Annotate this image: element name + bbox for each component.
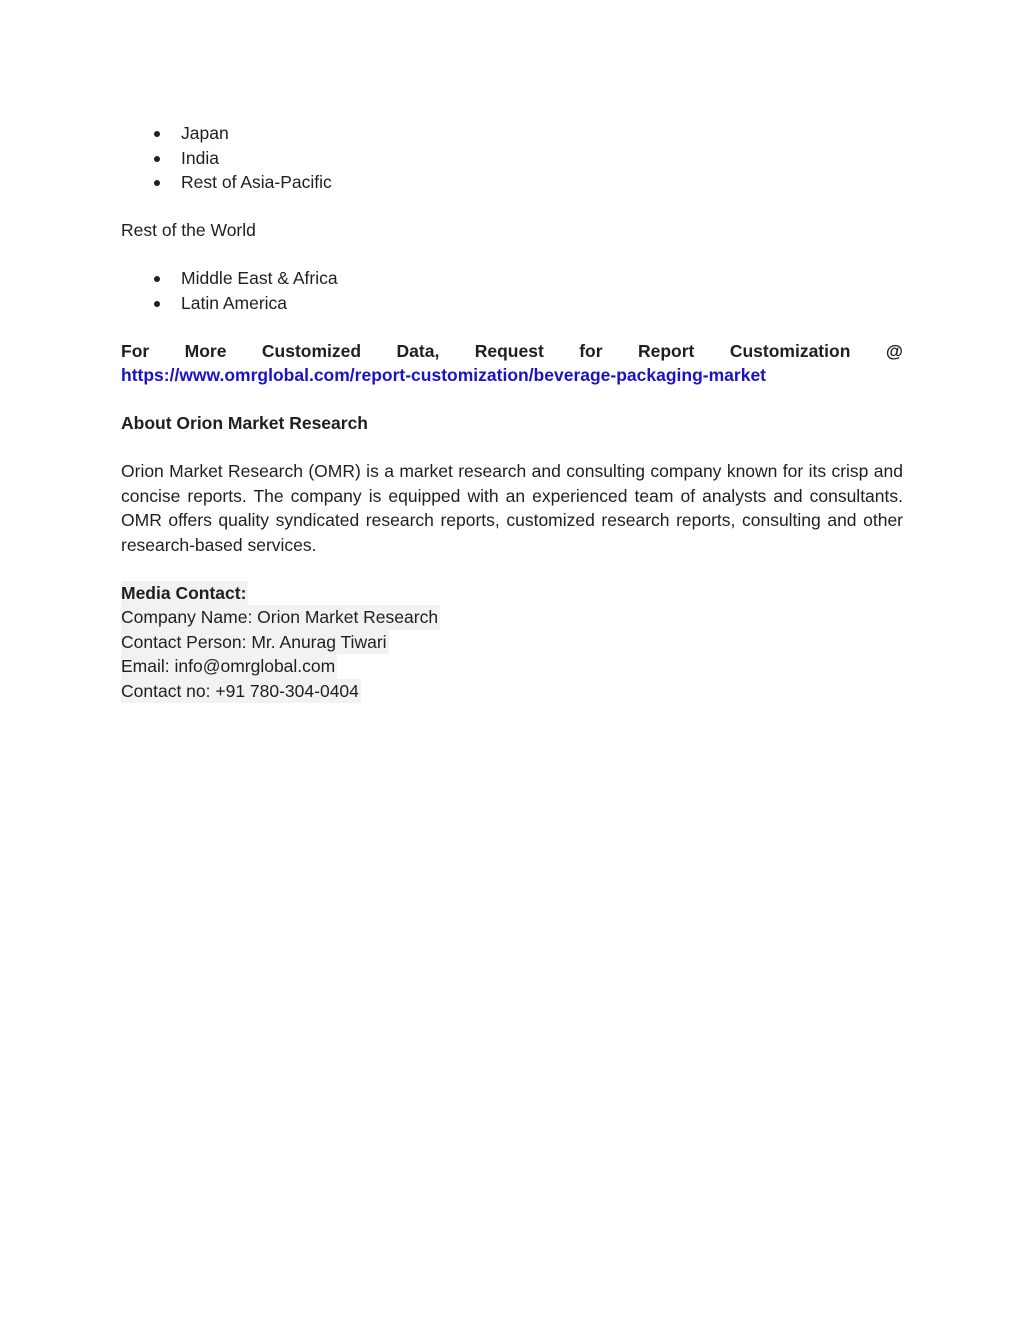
asia-pacific-list — [121, 121, 903, 195]
list-item: Latin America — [121, 291, 903, 316]
list-item: Japan — [121, 121, 903, 146]
contact-person: Contact Person: Mr. Anurag Tiwari — [121, 630, 389, 655]
media-contact-block — [121, 581, 903, 704]
rest-of-world-list — [121, 266, 903, 315]
customization-link[interactable]: https://www.omrglobal.com/report-customization/beverage-packaging-market — [121, 365, 767, 385]
about-heading: About Orion Market Research — [121, 413, 368, 433]
list-item: Middle East & Africa — [121, 266, 903, 291]
list-item: Rest of Asia-Pacific — [121, 170, 903, 195]
bullet-icon — [154, 180, 160, 186]
bullet-icon — [154, 276, 160, 282]
rest-of-world-heading: Rest of the World — [121, 220, 256, 240]
list-item: India — [121, 146, 903, 171]
contact-company: Company Name: Orion Market Research — [121, 605, 440, 630]
media-contact-title: Media Contact: — [121, 581, 248, 606]
bullet-icon — [154, 301, 160, 307]
bullet-icon — [154, 131, 160, 137]
about-paragraph: Orion Market Research (OMR) is a market research and consulting company known for its crisp and concise reports. The company is equipped with an experienced team of analysts and consultants. OMR offers quality syndicated research reports, customized research reports, consulting and other research-based services. — [121, 461, 903, 555]
contact-phone: Contact no: +91 780-304-0404 — [121, 679, 361, 704]
bullet-icon — [154, 156, 160, 162]
contact-email: Email: info@omrglobal.com — [121, 654, 337, 679]
customization-request-text: For More Customized Data, Request for Report Customization @ — [121, 340, 903, 361]
document-page — [121, 121, 903, 703]
